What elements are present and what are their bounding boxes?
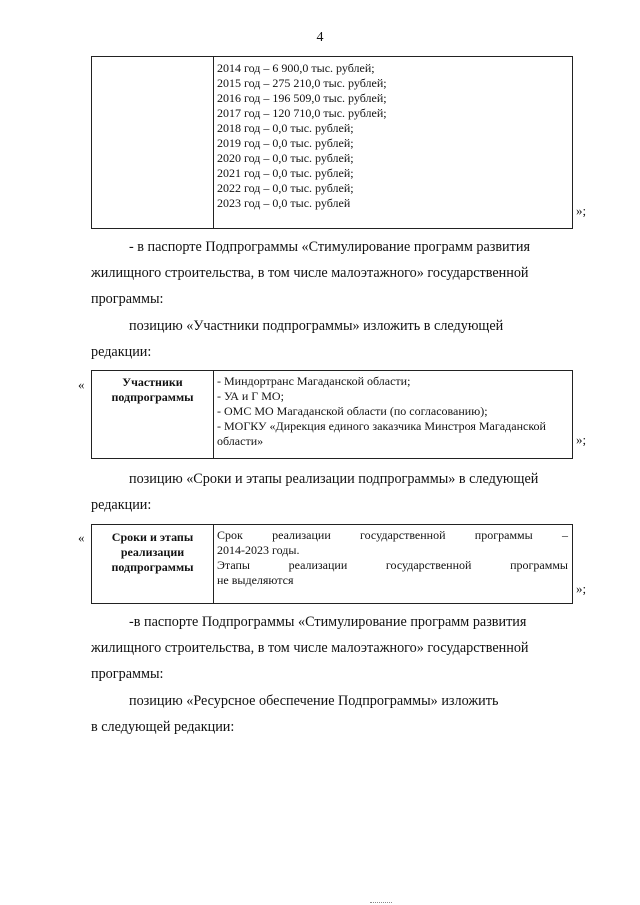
closing-quote: »; xyxy=(576,203,587,218)
funding-line: 2019 год – 0,0 тыс. рублей; xyxy=(217,136,354,150)
paragraph-passport-2 xyxy=(91,609,573,687)
funding-line: 2018 год – 0,0 тыс. рублей; xyxy=(217,121,354,135)
closing-quote: »; xyxy=(576,581,587,596)
funding-line: 2022 год – 0,0 тыс. рублей; xyxy=(217,181,354,195)
participant-item: - УА и Г МО; xyxy=(217,389,284,403)
timeline-header-cell: Сроки и этапы реализации подпрограммы xyxy=(92,525,214,604)
paragraph-line: - в паспорте Подпрограммы «Стимулирование программ развития xyxy=(129,239,530,255)
participant-item: - Миндортранс Магаданской области; xyxy=(217,374,411,388)
funding-line: 2023 год – 0,0 тыс. рублей xyxy=(217,196,351,210)
funding-line: 2015 год – 275 210,0 тыс. рублей; xyxy=(217,76,387,90)
funding-line: 2016 год – 196 509,0 тыс. рублей; xyxy=(217,91,387,105)
participant-item: области» xyxy=(217,434,264,448)
paragraph-line: программы: xyxy=(91,291,164,307)
paragraph-participants xyxy=(91,313,573,365)
paragraph-line: -в паспорте Подпрограммы «Стимулирование программ развития xyxy=(129,614,527,630)
paragraph-line: позицию «Участники подпрограммы» изложить в следующей xyxy=(129,318,504,334)
opening-quote: « xyxy=(78,530,85,545)
funding-table-label-cell xyxy=(92,57,214,229)
paragraph-line: редакции: xyxy=(91,344,152,360)
paragraph-line: редакции: xyxy=(91,497,152,513)
timeline-line: не выделяются xyxy=(217,573,294,587)
paragraph-line: жилищного строительства, в том числе малоэтажного» государственной xyxy=(91,640,529,656)
paragraph-line: программы: xyxy=(91,666,164,682)
opening-quote: « xyxy=(78,377,85,392)
page-number: 4 xyxy=(316,30,324,45)
funding-line: 2017 год – 120 710,0 тыс. рублей; xyxy=(217,106,387,120)
participants-list-cell xyxy=(214,371,573,459)
funding-line: 2021 год – 0,0 тыс. рублей; xyxy=(217,166,354,180)
paragraph-resources xyxy=(91,688,573,740)
paragraph-line: позицию «Сроки и этапы реализации подпрограммы» в следующей xyxy=(129,471,539,487)
paragraph-timeline xyxy=(91,466,573,518)
timeline-line: Этапы реализации государственной программы xyxy=(217,558,568,572)
paragraph-line: жилищного строительства, в том числе малоэтажного» государственной xyxy=(91,265,529,281)
paragraph-passport-1 xyxy=(91,234,573,312)
participant-item: - МОГКУ «Дирекция единого заказчика Минстроя Магаданской xyxy=(217,419,546,433)
participants-table xyxy=(91,370,573,459)
funding-table-values-cell xyxy=(214,57,573,229)
funding-line: 2020 год – 0,0 тыс. рублей; xyxy=(217,151,354,165)
closing-quote: »; xyxy=(576,432,587,447)
participant-item: - ОМС МО Магаданской области (по согласованию); xyxy=(217,404,488,418)
timeline-line: 2014-2023 годы. xyxy=(217,543,300,557)
participants-header-cell: Участники подпрограммы xyxy=(92,371,214,459)
timeline-table xyxy=(91,524,573,604)
scan-artifact xyxy=(370,902,392,903)
timeline-line: Срок реализации государственной программы – xyxy=(217,528,568,542)
paragraph-line: в следующей редакции: xyxy=(91,719,235,735)
timeline-text-cell xyxy=(214,525,573,604)
paragraph-line: позицию «Ресурсное обеспечение Подпрограммы» изложить xyxy=(129,693,499,709)
funding-table xyxy=(91,56,573,229)
funding-line: 2014 год – 6 900,0 тыс. рублей; xyxy=(217,61,375,75)
